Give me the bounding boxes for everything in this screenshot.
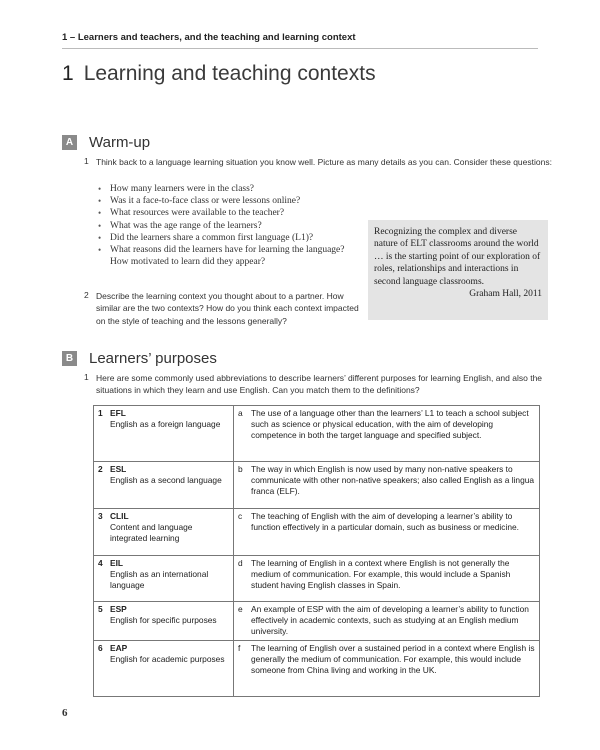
definition-letter: c	[238, 511, 243, 521]
question-2-text: Describe the learning context you thought about to a partner. How similar are the two contexts? How do you think each context impacted on the style of teaching and the lessons generally?	[96, 291, 359, 326]
definition-cell	[234, 462, 540, 509]
section-title: Warm-up	[89, 134, 151, 151]
definition-cell	[234, 640, 540, 696]
definition-letter: b	[238, 464, 243, 474]
question-number: 2	[84, 290, 89, 300]
question-number: 1	[84, 372, 89, 382]
table-row	[94, 509, 540, 556]
section-letter-badge: A	[62, 135, 77, 150]
term-number: 6	[98, 642, 103, 653]
quote-author: Graham Hall, 2011	[469, 289, 542, 300]
section-title: Learners’ purposes	[89, 350, 217, 367]
term-number: 3	[98, 511, 103, 521]
term-abbreviation: CLIL	[110, 511, 129, 521]
table-row	[94, 556, 540, 602]
question-1-text: Think back to a language learning situation you know well. Picture as many details as you can. Consider these questions:	[96, 157, 552, 167]
term-abbreviation: EAP	[110, 642, 128, 653]
chapter-title-text: Learning and teaching contexts	[83, 62, 376, 85]
question-b1-text: Here are some commonly used abbreviations to describe learners’ different purposes for learning English, and also the situations in which they learn and use English. Can you match them to the definitions?	[96, 373, 543, 396]
section-purposes-heading	[62, 350, 217, 367]
term-cell	[94, 406, 234, 462]
term-number: 5	[98, 604, 103, 614]
bullet-item: • How many learners were in the class?	[96, 183, 356, 195]
question-number: 1	[84, 156, 89, 166]
definition-text: The use of a language other than the learners’ L1 to teach a school subject such as science or physical education, with the aim of developing competence in both the target language and specified subject.	[251, 408, 529, 441]
term-cell	[94, 462, 234, 509]
question-bullet-list	[96, 183, 356, 268]
definition-letter: e	[238, 604, 243, 614]
term-number: 2	[98, 464, 103, 474]
running-head: 1 – Learners and teachers, and the teaching and learning context	[62, 32, 356, 43]
matching-table	[93, 405, 540, 697]
definition-cell	[234, 406, 540, 462]
term-full-name: English as a foreign language	[110, 419, 221, 430]
bullet-item: • What was the age range of the learners?	[96, 220, 356, 232]
bullet-item: • What resources were available to the teacher?	[96, 207, 356, 219]
chapter-title	[62, 62, 376, 86]
term-cell	[94, 640, 234, 696]
term-cell	[94, 602, 234, 641]
table-row	[94, 602, 540, 641]
term-abbreviation: EFL	[110, 408, 126, 418]
term-full-name: English for specific purposes	[110, 615, 217, 626]
term-abbreviation: EIL	[110, 558, 124, 568]
table-row	[94, 462, 540, 509]
definition-cell	[234, 602, 540, 641]
section-letter-badge: B	[62, 351, 77, 366]
definition-letter: a	[238, 408, 243, 418]
definition-letter: d	[238, 558, 243, 568]
term-cell	[94, 556, 234, 602]
definition-cell	[234, 556, 540, 602]
table-row	[94, 406, 540, 462]
definition-letter: f	[238, 642, 241, 653]
bullet-item: • Was it a face-to-face class or were lessons online?	[96, 195, 356, 207]
term-full-name: English as an international language	[110, 569, 209, 591]
header-divider	[62, 48, 538, 49]
term-number: 1	[98, 408, 103, 418]
quote-box	[368, 220, 548, 320]
definition-text: The teaching of English with the aim of developing a learner’s ability to function effectively in a particular domain, such as business or medicine.	[251, 511, 519, 533]
definition-text: An example of ESP with the aim of developing a learner’s ability to function effectively in academic contexts, such as studying at an English medium university.	[251, 604, 529, 637]
term-full-name: Content and language integrated learning	[110, 522, 193, 544]
definition-cell	[234, 509, 540, 556]
definition-text: The learning of English over a sustained period in a context where English is generally the medium of communication. For example, this would include someone from China living and working in the UK.	[251, 642, 535, 676]
section-warmup-heading	[62, 134, 150, 151]
term-full-name: English as a second language	[110, 475, 222, 486]
quote-text: Recognizing the complex and diverse nature of ELT classrooms around the world … is the starting point of our exploration of roles, relationships and interactions in second language classrooms.	[374, 227, 541, 287]
bullet-item: • Did the learners share a common first language (L1)?	[96, 232, 356, 244]
definition-text: The way in which English is now used by many non-native speakers to communicate with other non-native speakers; also called English as a lingua franca (ELF).	[251, 464, 535, 497]
page-number: 6	[62, 707, 68, 719]
term-full-name: English for academic purposes	[110, 653, 225, 664]
bullet-item: • What reasons did the learners have for learning the language? How motivated to learn did they appear?	[96, 244, 356, 268]
definition-text: The learning of English in a context where English is not generally the medium of communication. For example, this would include a Spanish student having English classes in Spain.	[251, 558, 511, 591]
term-abbreviation: ESP	[110, 604, 127, 614]
term-cell	[94, 509, 234, 556]
term-number: 4	[98, 558, 103, 568]
term-abbreviation: ESL	[110, 464, 127, 474]
chapter-number: 1	[62, 62, 74, 85]
table-row	[94, 640, 540, 696]
